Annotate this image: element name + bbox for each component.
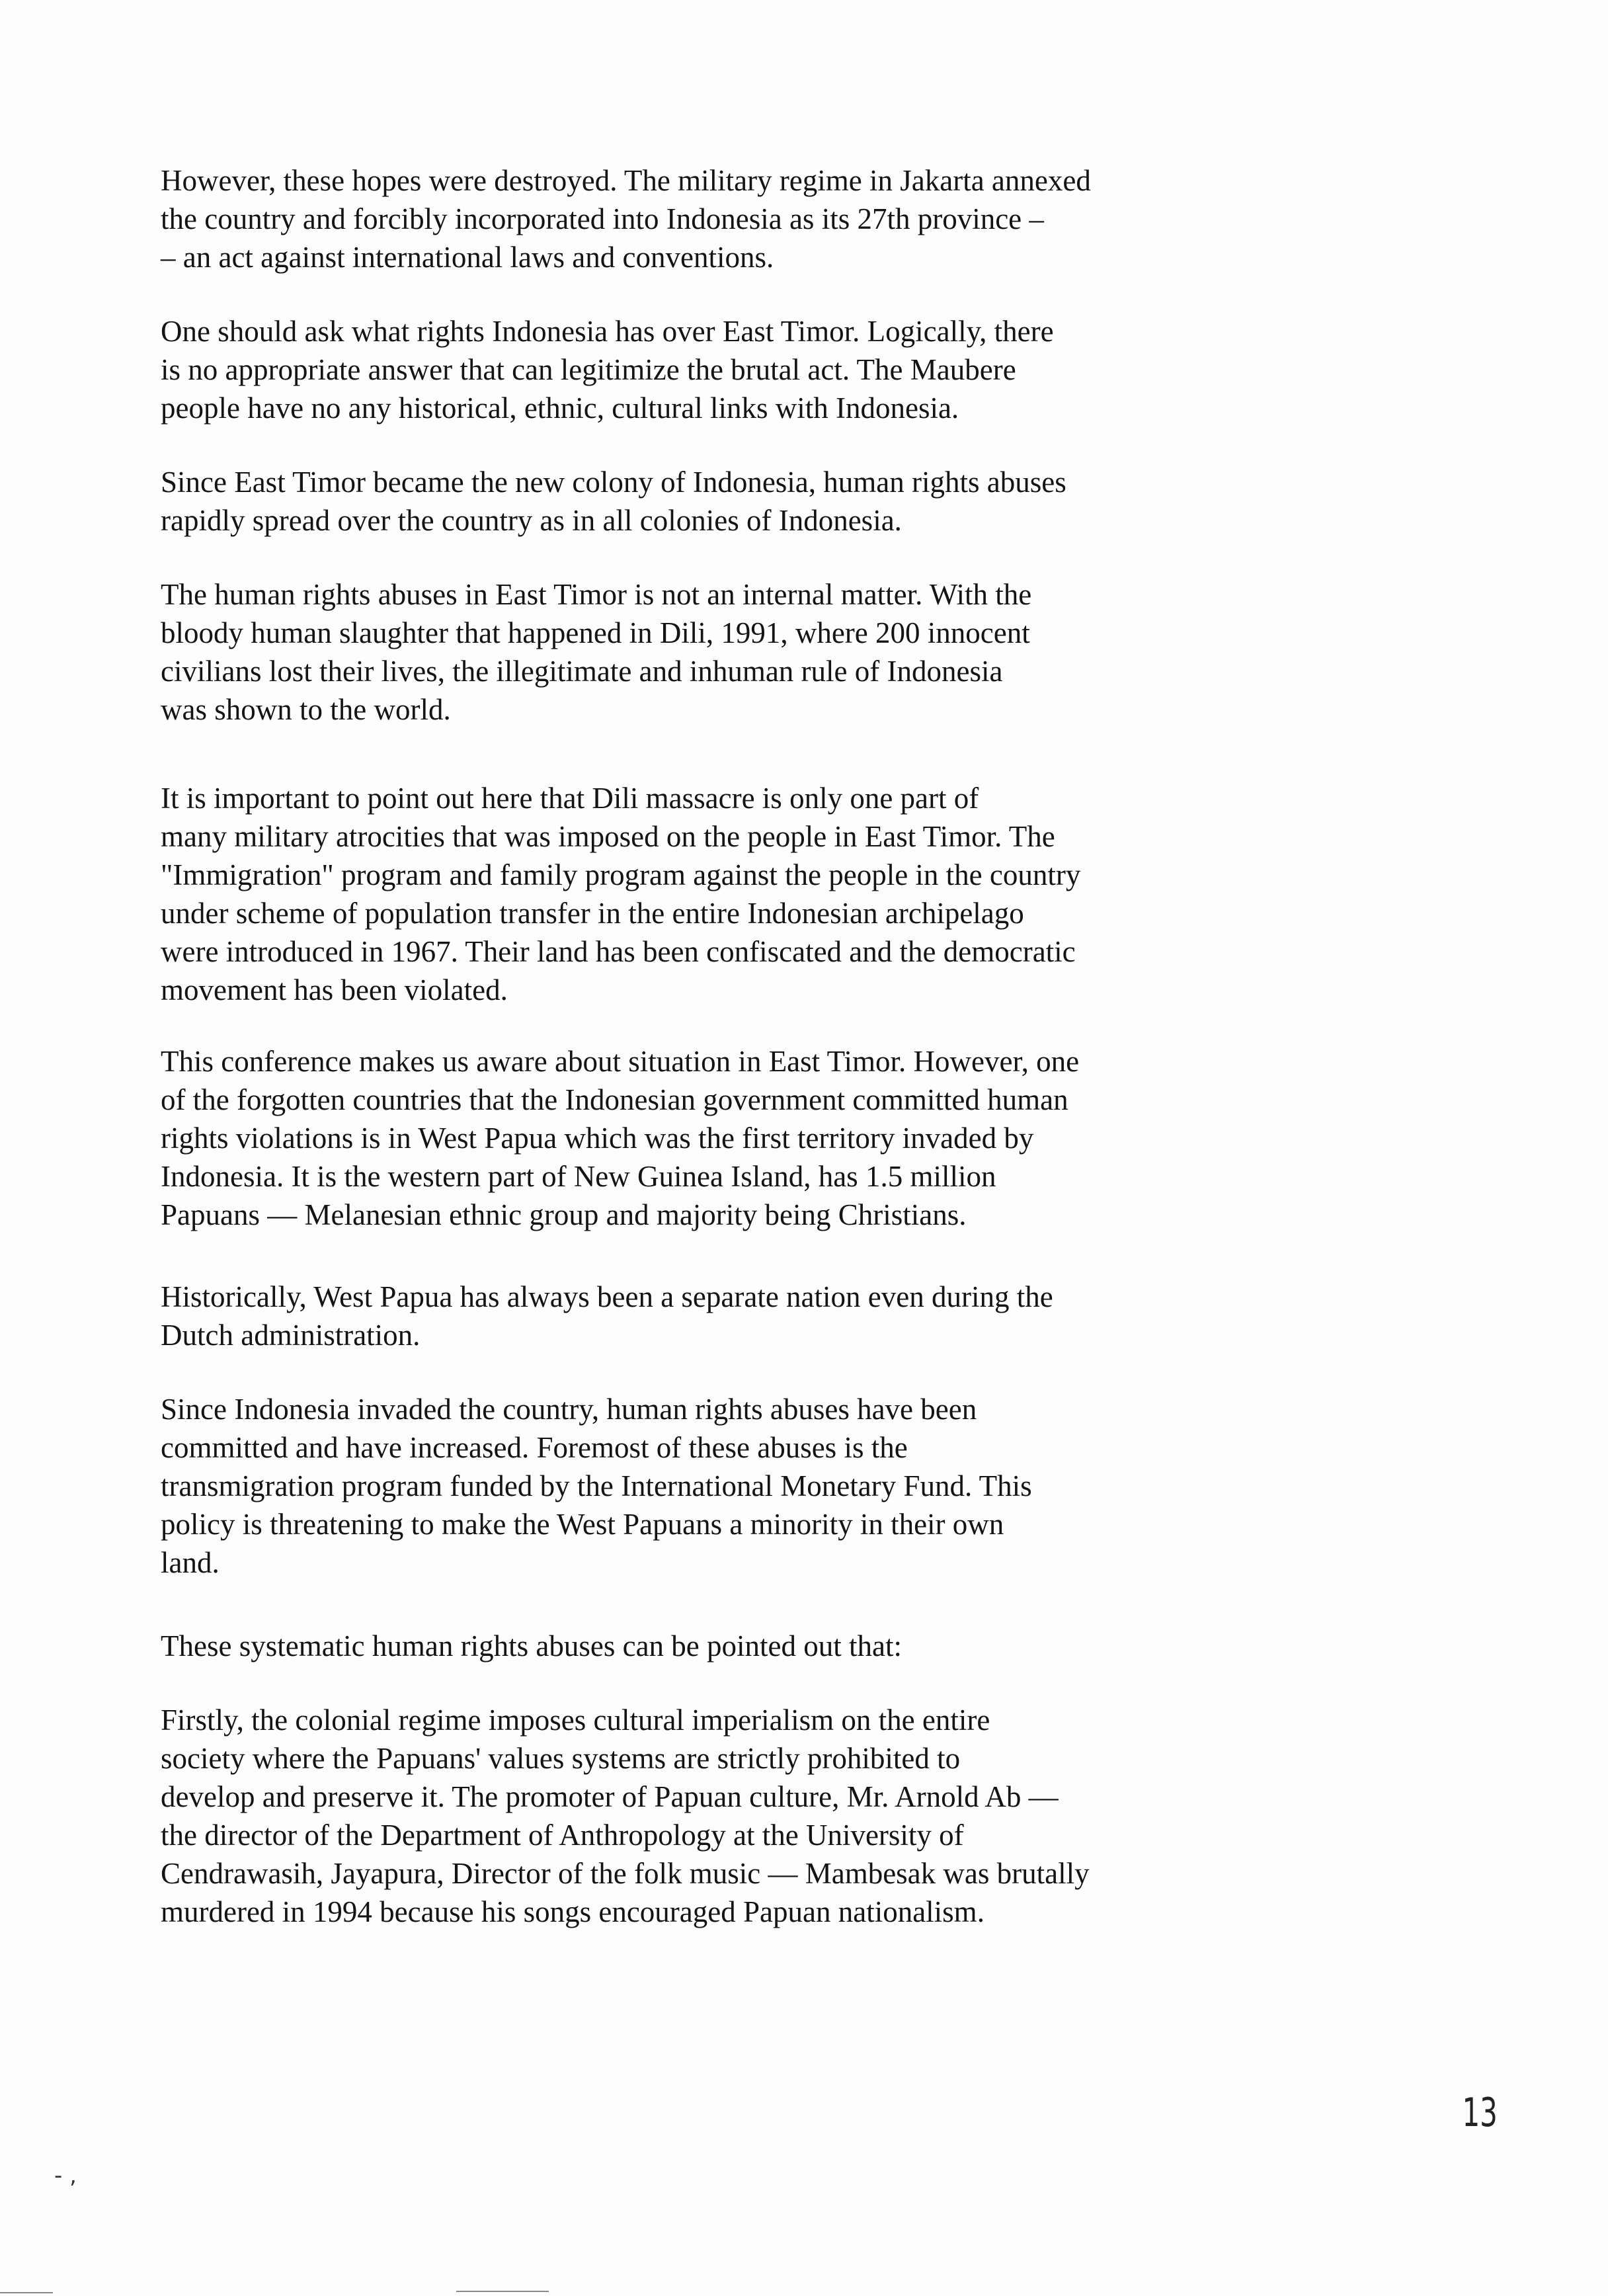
paragraph-historically: Historically, West Papua has always been a separate nation even during the Dutch administration.	[161, 1280, 1053, 1352]
bottom-center-scan-line	[456, 2291, 549, 2292]
paragraph-new-colony: Since East Timor became the new colony of Indonesia, human rights abuses rapidly spread over the country as in all colonies of Indonesia.	[161, 466, 1066, 537]
bottom-left-scan-line	[0, 2292, 53, 2293]
paragraph-annexation: However, these hopes were destroyed. The military regime in Jakarta annexed the country and forcibly incorporated into Indonesia as its 27th province – – an act against international laws and conventions.	[161, 164, 1091, 274]
paragraph-dili-slaughter: The human rights abuses in East Timor is not an internal matter. With the bloody human slaughter that happened in Dili, 1991, where 200 innocent civilians lost their lives, the illegitimate and inhuman rule of Indonesia was shown to the world.	[161, 578, 1032, 726]
paragraph-indonesia-rights: One should ask what rights Indonesia has over East Timor. Logically, there is no appropriate answer that can legitimize the brutal act. The Maubere people have no any historical, ethnic, cultural links with Indonesia.	[161, 315, 1054, 425]
paragraph-cultural-imperialism: Firstly, the colonial regime imposes cultural imperialism on the entire society where the Papuans' values systems are strictly prohibited to develop and preserve it. The promoter of Papuan culture, Mr. Arnold Ab –– the director of the Department of Anthropology at the University of Cendrawasih, Jayapura, Director of the folk music –– Mambesak was brutally murdered in 1994 because his songs encouraged Papuan nationalism.	[161, 1703, 1090, 1928]
paragraph-transmigration: Since Indonesia invaded the country, human rights abuses have been committed and have increased. Foremost of these abuses is the transmigration program funded by the International Monetary Fund. This policy is threatening to make the West Papuans a minority in their own land.	[161, 1393, 1032, 1579]
page-number: 13	[1462, 2090, 1498, 2136]
paragraph-systematic-abuses: These systematic human rights abuses can be pointed out that:	[161, 1629, 902, 1662]
paragraph-dili-massacre: It is important to point out here that Dili massacre is only one part of many military atrocities that was imposed on the people in East Timor. The "Immigration" program and family program against the people in the country under scheme of population transfer in the entire Indonesian archipelago were introduced in 1967. Their land has been confiscated and the democratic movement has been violated.	[161, 782, 1081, 1006]
paragraph-west-papua: This conference makes us aware about situation in East Timor. However, one of the forgotten countries that the Indonesian government committed human rights violations is in West Papua which was the first territory invaded by Indonesia. It is the western part of New Guinea Island, has 1.5 million Papuans –– Melanesian ethnic group and majority being Christians.	[161, 1045, 1080, 1231]
margin-scan-mark: - ,	[54, 2162, 77, 2189]
